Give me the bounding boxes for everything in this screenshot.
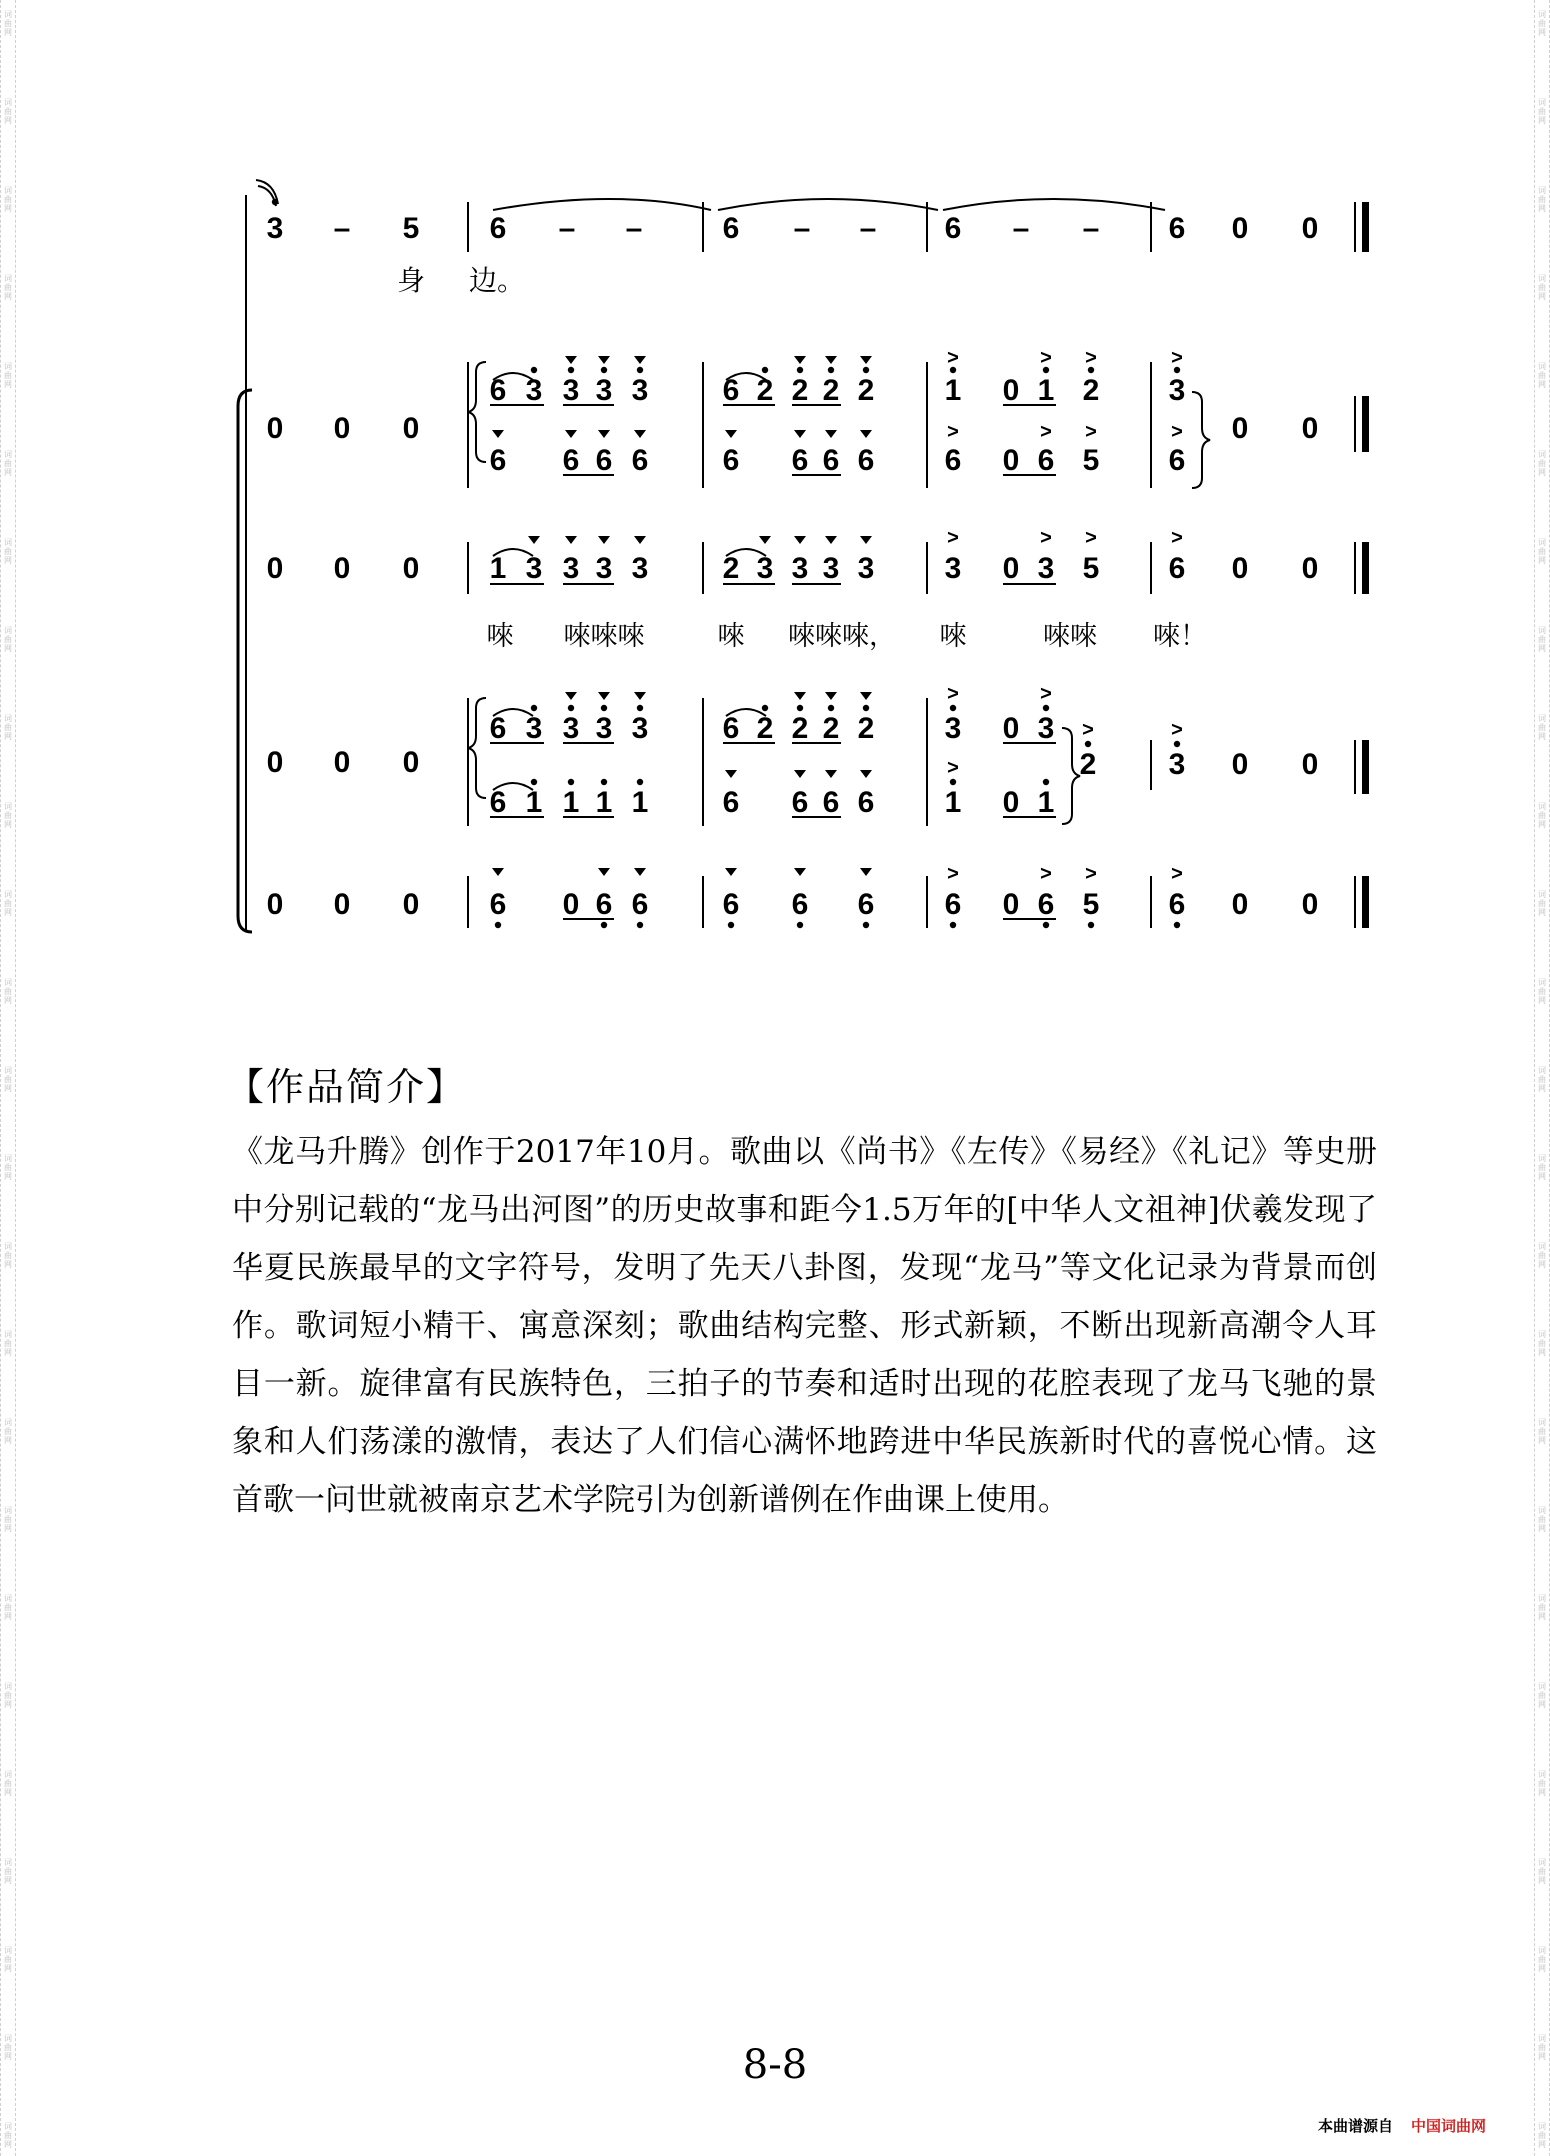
source-site-link[interactable]: 中国词曲网 <box>1410 2117 1486 2135</box>
watermark-text: 词曲网 <box>1538 1154 1546 1181</box>
svg-text:>: > <box>1171 863 1183 885</box>
svg-text:0: 0 <box>1301 748 1319 781</box>
watermark-text: 词曲网 <box>1538 362 1546 389</box>
watermark-text: 词曲网 <box>1538 978 1546 1005</box>
watermark-text: 词曲网 <box>1538 450 1546 477</box>
svg-text:0: 0 <box>1231 888 1249 921</box>
svg-text:6: 6 <box>489 374 507 407</box>
svg-text:>: > <box>947 347 959 369</box>
watermark-text: 词曲网 <box>4 1770 12 1797</box>
svg-text:2: 2 <box>1079 748 1097 781</box>
svg-text:2: 2 <box>756 374 774 407</box>
svg-text:2: 2 <box>722 552 740 585</box>
svg-text:0: 0 <box>1301 412 1319 445</box>
intro-body: 《龙马升腾》创作于2017年10月。歌曲以《尚书》《左传》《易经》《礼记》等史册中分别记载的“龙马出河图”的历史故事和距今1.5万年的[中华人文祖神]伏羲发现了华夏民族最早的文字符号，发明了先天八卦图，发现“龙马”等文化记录为背景而创作。歌词短小精干、寓意深刻；歌曲结构完整、形式新颖，不断出现新高潮令人耳目一新。旋律富有民族特色，三拍子的节奏和适时出现的花腔表现了龙马飞驰的景象和人们荡漾的激情，表达了人们信心满怀地跨进中华民族新时代的喜悦心情。这首歌一问世就被南京艺术学院引为创新谱例在作曲课上使用。 <box>232 1134 1377 1518</box>
watermark-text: 词曲网 <box>4 10 12 37</box>
svg-text:0: 0 <box>402 888 420 921</box>
svg-text:>: > <box>947 527 959 549</box>
svg-text:3: 3 <box>525 374 543 407</box>
watermark-text: 词曲网 <box>1538 1066 1546 1093</box>
watermark-text: 词曲网 <box>4 450 12 477</box>
svg-text:0: 0 <box>1002 444 1020 477</box>
svg-text:>: > <box>1171 421 1183 443</box>
svg-text:2: 2 <box>822 374 840 407</box>
svg-text:6: 6 <box>1037 444 1055 477</box>
svg-text:6: 6 <box>489 786 507 819</box>
numbered-music-score <box>0 0 1550 980</box>
watermark-text: 词曲网 <box>4 714 12 741</box>
svg-text:6: 6 <box>489 888 507 921</box>
svg-text:0: 0 <box>402 552 420 585</box>
svg-text:3: 3 <box>595 374 613 407</box>
svg-text:>: > <box>947 683 959 705</box>
svg-text:0: 0 <box>333 746 351 779</box>
svg-text:0: 0 <box>402 746 420 779</box>
watermark-text: 词曲网 <box>4 2034 12 2061</box>
lyric-syllable: 唻唻 <box>1043 621 1097 652</box>
svg-text:6: 6 <box>1168 212 1186 245</box>
svg-text:0: 0 <box>1231 748 1249 781</box>
watermark-text: 词曲网 <box>4 1154 12 1181</box>
svg-text:1: 1 <box>1037 786 1055 819</box>
score-system-vocal <box>246 180 1369 380</box>
svg-text:5: 5 <box>1082 888 1100 921</box>
svg-text:>: > <box>1171 347 1183 369</box>
svg-text:3: 3 <box>756 552 774 585</box>
svg-text:3: 3 <box>562 552 580 585</box>
svg-text:6: 6 <box>944 888 962 921</box>
svg-text:3: 3 <box>944 552 962 585</box>
svg-text:>: > <box>1085 863 1097 885</box>
svg-text:6: 6 <box>944 444 962 477</box>
svg-text:1: 1 <box>595 786 613 819</box>
svg-text:3: 3 <box>562 712 580 745</box>
lyric-syllable: 唻唻唻 <box>563 621 645 652</box>
watermark-text: 词曲网 <box>4 98 12 125</box>
lyric-syllable: 唻！ <box>1153 621 1207 652</box>
lyric-syllable: 唻 <box>717 621 745 652</box>
svg-text:6: 6 <box>489 212 507 245</box>
svg-text:0: 0 <box>1231 412 1249 445</box>
score-system-alto <box>267 527 1369 652</box>
watermark-text: 词曲网 <box>4 1682 12 1709</box>
watermark-text: 词曲网 <box>4 1594 12 1621</box>
svg-text:3: 3 <box>525 552 543 585</box>
svg-text:0: 0 <box>333 552 351 585</box>
svg-text:0: 0 <box>1301 888 1319 921</box>
watermark-text: 词曲网 <box>1538 1330 1546 1357</box>
svg-text:1: 1 <box>489 552 507 585</box>
svg-text:3: 3 <box>595 552 613 585</box>
svg-text:–: – <box>859 212 877 245</box>
watermark-text: 词曲网 <box>4 1066 12 1093</box>
svg-text:3: 3 <box>266 212 284 245</box>
watermark-text: 词曲网 <box>4 274 12 301</box>
svg-text:2: 2 <box>791 374 809 407</box>
watermark-text: 词曲网 <box>1538 98 1546 125</box>
watermark-text: 词曲网 <box>1538 890 1546 917</box>
svg-text:2: 2 <box>822 712 840 745</box>
svg-text:0: 0 <box>1002 552 1020 585</box>
svg-text:0: 0 <box>402 412 420 445</box>
svg-text:1: 1 <box>631 786 649 819</box>
lyric-syllable: 边。 <box>468 264 526 297</box>
watermark-text: 词曲网 <box>4 2122 12 2149</box>
svg-text:0: 0 <box>1301 552 1319 585</box>
watermark-text: 词曲网 <box>1538 1946 1546 1973</box>
svg-text:0: 0 <box>1002 786 1020 819</box>
svg-text:6: 6 <box>722 444 740 477</box>
watermark-text: 词曲网 <box>1538 626 1546 653</box>
svg-text:6: 6 <box>631 444 649 477</box>
watermark-text: 词曲网 <box>1538 1858 1546 1885</box>
work-introduction <box>226 1056 1377 1529</box>
svg-text:2: 2 <box>791 712 809 745</box>
watermark-text: 词曲网 <box>1538 538 1546 565</box>
svg-text:1: 1 <box>944 786 962 819</box>
svg-text:0: 0 <box>266 412 284 445</box>
watermark-text: 词曲网 <box>1538 1418 1546 1445</box>
svg-text:–: – <box>333 212 351 245</box>
svg-text:6: 6 <box>489 444 507 477</box>
svg-text:1: 1 <box>525 786 543 819</box>
svg-text:>: > <box>1171 527 1183 549</box>
svg-text:3: 3 <box>791 552 809 585</box>
svg-text:>: > <box>1082 719 1094 741</box>
svg-text:6: 6 <box>722 374 740 407</box>
svg-text:3: 3 <box>631 712 649 745</box>
watermark-text: 词曲网 <box>1538 1770 1546 1797</box>
svg-text:0: 0 <box>266 552 284 585</box>
svg-text:6: 6 <box>1168 552 1186 585</box>
svg-text:–: – <box>793 212 811 245</box>
svg-text:6: 6 <box>722 888 740 921</box>
svg-text:>: > <box>947 757 959 779</box>
intro-heading: 【作品简介】 <box>226 1065 467 1109</box>
svg-text:>: > <box>1085 527 1097 549</box>
svg-text:6: 6 <box>857 786 875 819</box>
watermark-text: 词曲网 <box>4 626 12 653</box>
svg-text:3: 3 <box>1168 374 1186 407</box>
watermark-text: 词曲网 <box>1538 1594 1546 1621</box>
svg-text:3: 3 <box>1037 552 1055 585</box>
score-system-bass <box>267 863 1369 928</box>
watermark-text: 词曲网 <box>1538 714 1546 741</box>
svg-text:0: 0 <box>1002 712 1020 745</box>
watermark-text: 词曲网 <box>1538 2122 1546 2149</box>
svg-text:0: 0 <box>1002 888 1020 921</box>
svg-text:5: 5 <box>1082 444 1100 477</box>
svg-text:–: – <box>558 212 576 245</box>
watermark-text: 词曲网 <box>1538 1506 1546 1533</box>
svg-text:1: 1 <box>944 374 962 407</box>
svg-text:0: 0 <box>333 888 351 921</box>
svg-text:3: 3 <box>944 712 962 745</box>
watermark-text: 词曲网 <box>1538 802 1546 829</box>
watermark-text: 词曲网 <box>1538 274 1546 301</box>
watermark-text: 词曲网 <box>1538 10 1546 37</box>
svg-text:>: > <box>1085 421 1097 443</box>
svg-text:0: 0 <box>562 888 580 921</box>
watermark-text: 词曲网 <box>4 802 12 829</box>
source-label: 本曲谱源自 <box>1317 2117 1393 2135</box>
svg-text:2: 2 <box>857 712 875 745</box>
svg-text:–: – <box>1082 212 1100 245</box>
svg-text:6: 6 <box>722 786 740 819</box>
svg-text:6: 6 <box>1168 444 1186 477</box>
watermark-text: 词曲网 <box>1538 2034 1546 2061</box>
svg-text:>: > <box>947 421 959 443</box>
watermark-text: 词曲网 <box>4 1242 12 1269</box>
svg-text:3: 3 <box>1168 748 1186 781</box>
watermark-text: 词曲网 <box>4 1506 12 1533</box>
svg-text:6: 6 <box>857 444 875 477</box>
svg-text:–: – <box>625 212 643 245</box>
svg-text:6: 6 <box>791 786 809 819</box>
svg-text:6: 6 <box>857 888 875 921</box>
svg-text:5: 5 <box>1082 552 1100 585</box>
svg-text:0: 0 <box>1002 374 1020 407</box>
svg-text:>: > <box>947 863 959 885</box>
watermark-text: 词曲网 <box>4 1330 12 1357</box>
watermark-text: 词曲网 <box>1538 186 1546 213</box>
page-number: 8-8 <box>742 2042 808 2088</box>
svg-text:6: 6 <box>1037 888 1055 921</box>
lyric-syllable: 唻唻唻， <box>788 621 896 652</box>
svg-text:3: 3 <box>595 712 613 745</box>
svg-text:>: > <box>1040 527 1052 549</box>
svg-text:6: 6 <box>722 212 740 245</box>
svg-text:>: > <box>1171 719 1183 741</box>
svg-text:>: > <box>1040 863 1052 885</box>
watermark-text: 词曲网 <box>4 890 12 917</box>
svg-text:1: 1 <box>1037 374 1055 407</box>
lyric-syllable: 身 <box>396 264 426 297</box>
watermark-text: 词曲网 <box>1538 1242 1546 1269</box>
lyric-syllable: 唻 <box>486 621 514 652</box>
source-credit <box>1318 2115 1486 2136</box>
svg-text:6: 6 <box>562 444 580 477</box>
svg-text:5: 5 <box>402 212 420 245</box>
svg-text:0: 0 <box>333 412 351 445</box>
svg-text:3: 3 <box>1037 712 1055 745</box>
svg-text:3: 3 <box>631 374 649 407</box>
svg-text:2: 2 <box>857 374 875 407</box>
svg-text:3: 3 <box>525 712 543 745</box>
svg-text:3: 3 <box>562 374 580 407</box>
watermark-text: 词曲网 <box>4 1946 12 1973</box>
watermark-text: 词曲网 <box>4 1418 12 1445</box>
watermark-text: 词曲网 <box>1538 1682 1546 1709</box>
watermark-text: 词曲网 <box>4 186 12 213</box>
score-system-tenor <box>267 683 1369 826</box>
svg-text:6: 6 <box>791 888 809 921</box>
svg-text:6: 6 <box>822 786 840 819</box>
watermark-text: 词曲网 <box>4 978 12 1005</box>
svg-text:2: 2 <box>1082 374 1100 407</box>
svg-text:3: 3 <box>822 552 840 585</box>
svg-text:6: 6 <box>631 888 649 921</box>
svg-text:0: 0 <box>1231 552 1249 585</box>
watermark-text: 词曲网 <box>4 1858 12 1885</box>
watermark-text: 词曲网 <box>4 538 12 565</box>
svg-text:0: 0 <box>266 888 284 921</box>
svg-text:0: 0 <box>266 746 284 779</box>
svg-text:6: 6 <box>944 212 962 245</box>
svg-text:1: 1 <box>562 786 580 819</box>
score-system-soprano <box>267 347 1369 488</box>
svg-text:–: – <box>1012 212 1030 245</box>
svg-text:6: 6 <box>722 712 740 745</box>
lyric-syllable: 唻 <box>939 621 967 652</box>
svg-text:2: 2 <box>756 712 774 745</box>
svg-text:6: 6 <box>595 444 613 477</box>
svg-text:6: 6 <box>489 712 507 745</box>
svg-text:>: > <box>1040 683 1052 705</box>
svg-text:3: 3 <box>857 552 875 585</box>
svg-text:>: > <box>1040 421 1052 443</box>
svg-text:>: > <box>1085 347 1097 369</box>
svg-text:6: 6 <box>1168 888 1186 921</box>
watermark-text: 词曲网 <box>4 362 12 389</box>
svg-text:>: > <box>1040 347 1052 369</box>
svg-text:6: 6 <box>791 444 809 477</box>
svg-text:3: 3 <box>631 552 649 585</box>
svg-text:0: 0 <box>1231 212 1249 245</box>
svg-text:6: 6 <box>595 888 613 921</box>
svg-text:6: 6 <box>822 444 840 477</box>
svg-text:0: 0 <box>1301 212 1319 245</box>
